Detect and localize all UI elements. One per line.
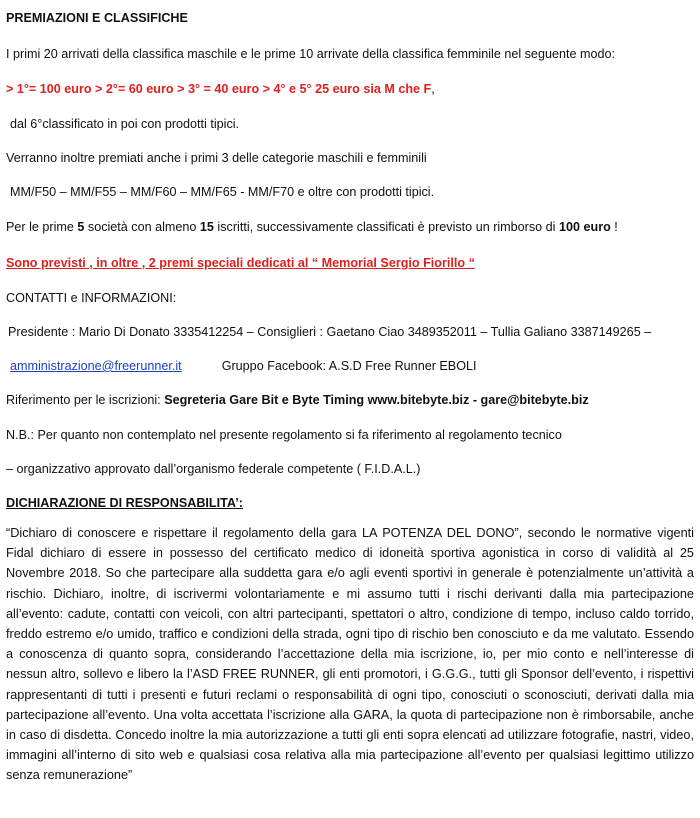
email-link[interactable]: amministrazione@freerunner.it xyxy=(10,359,182,373)
prize-line-tail: , xyxy=(431,82,435,96)
facebook-group: Gruppo Facebook: A.S.D Free Runner EBOLI xyxy=(221,359,477,373)
society-amount: 100 euro xyxy=(558,220,611,234)
categories-intro: Verranno inoltre premiati anche i primi 3 delle categorie maschili e femminili xyxy=(6,151,427,165)
prize-rest: dal 6°classificato in poi con prodotti tipici. xyxy=(10,117,240,131)
society-min-entrants: 15 xyxy=(199,220,214,234)
contacts-links xyxy=(10,358,694,374)
categories-list: MM/F50 – MM/F55 – MM/F60 – MM/F65 - MM/F70 e oltre con prodotti tipici. xyxy=(10,185,435,199)
premiazioni-heading: PREMIAZIONI E CLASSIFICHE xyxy=(6,11,188,25)
nb-line-1: N.B.: Per quanto non contemplato nel presente regolamento si fa riferimento al regolamento tecnico xyxy=(6,428,562,442)
society-text-2: società con almeno xyxy=(84,220,200,234)
registration-line xyxy=(6,392,694,408)
society-text-1: Per le prime xyxy=(6,220,78,234)
society-text-3: iscritti, successivamente classificati è previsto un rimborso di xyxy=(213,220,559,234)
memorial-text: Sono previsti , in oltre , 2 premi speciali dedicati al “ Memorial Sergio Fiorillo “ xyxy=(6,256,475,270)
society-refund xyxy=(6,219,694,235)
registration-value: Segreteria Gare Bit e Byte Timing www.bitebyte.biz - gare@bitebyte.biz xyxy=(164,393,589,407)
prize-line xyxy=(6,81,694,97)
declaration-text: “Dichiaro di conoscere e rispettare il regolamento della gara LA POTENZA DEL DONO”, secondo le normative vigenti Fidal dichiaro di essere in possesso del certificato medico di idoneità sportiva agonistica in corso di validità al 25 Novembre 2018. So che partecipare alla suddetta gara e/o agli eventi sportivi in generale è potenzialmente un’attività a rischio. Dichiaro, inoltre, di iscrivermi volontariamente e mi assumo tutti i rischi derivanti dalla mia partecipazione all’evento: cadute, contatti con veicoli, con altri partecipanti, spettatori o altro, condizione di tempo, incluso caldo torrido, freddo estremo e/o umido, traffico e condizioni della strada, ogni tipo di rischio ben conosciuto e da me valutato. Essendo a conoscenza di quanto sopra, considerando l’accettazione della mia iscrizione, io, per mio conto e nell’interesse di nessun altro, sollevo e libero la l’ASD FREE RUNNER, gli enti promotori, i G.G.G., tutti gli Sponsor dell’evento, i rispettivi rappresentanti di tutti i presenti e futuri reclami o responsabilità di ogni tipo, conosciuti o sconosciuti, derivati dalla mia partecipazione all’evento. Una volta accettata l’iscrizione alla GARA, la quota di partecipazione non è rimborsabile, anche in caso di disdetta. Concedo inoltre la mia autorizzazione a tutti gli enti sopra elencati ad utilizzare fotografie, nastri, video, immagini all’interno di sito web e qualsiasi cosa relativa alla mia partecipazione all’evento per qualsiasi legittimo utilizzo senza remunerazione” xyxy=(6,526,694,783)
contacts-heading: CONTATTI e INFORMAZIONI: xyxy=(6,291,177,305)
intro-text: I primi 20 arrivati della classifica maschile e le prime 10 arrivate della classifica femminile nel seguente modo: xyxy=(6,47,615,61)
nb-line-2: – organizzativo approvato dall’organismo federale competente ( F.I.D.A.L.) xyxy=(6,462,421,476)
society-text-4: ! xyxy=(610,220,618,234)
society-count: 5 xyxy=(77,220,85,234)
contacts-line: Presidente : Mario Di Donato 3335412254 – Consiglieri : Gaetano Ciao 3489352011 – Tullia Galiano 3387149265 – xyxy=(8,325,652,339)
prize-amounts: > 1°= 100 euro > 2°= 60 euro > 3° = 40 euro > 4° e 5° 25 euro sia M che F xyxy=(6,82,432,96)
registration-label: Riferimento per le iscrizioni: xyxy=(6,393,165,407)
declaration-heading: DICHIARAZIONE DI RESPONSABILITA’: xyxy=(6,496,243,510)
